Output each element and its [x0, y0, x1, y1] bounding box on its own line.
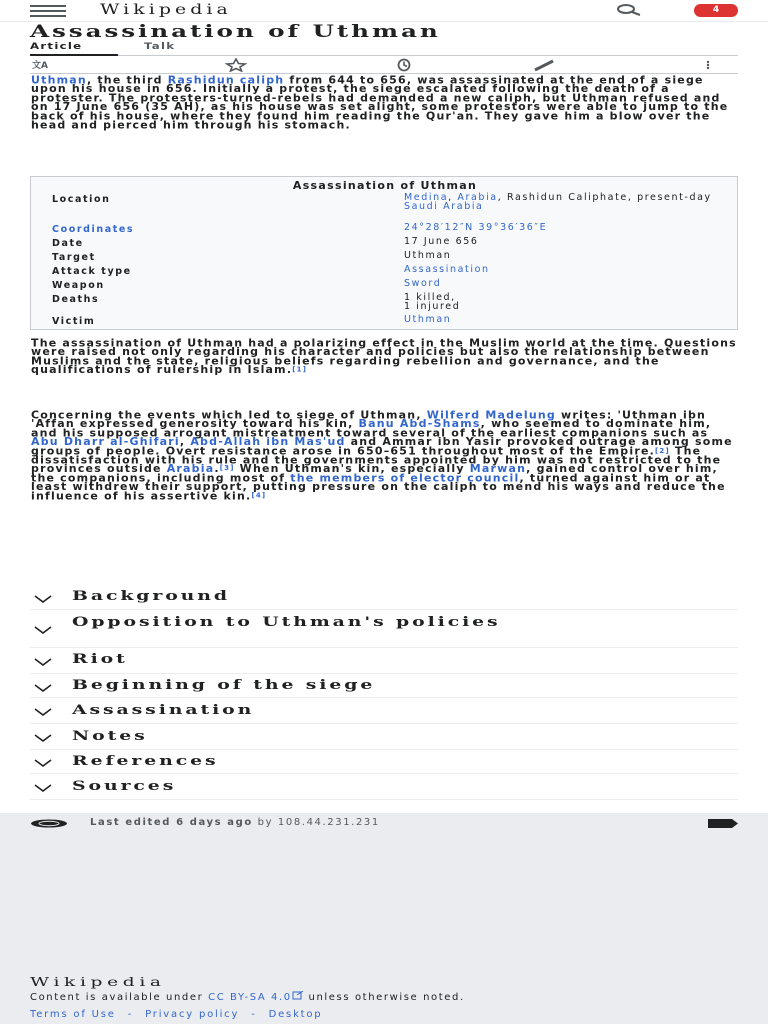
link-banu-abd-shams[interactable]: Banu Abd-Shams: [358, 418, 481, 431]
star-icon[interactable]: [224, 58, 248, 72]
last-edited-bar[interactable]: Last edited 6 days ago by 108.44.231.231: [0, 813, 768, 833]
ref-2[interactable]: [2]: [654, 446, 670, 455]
chevron-down-icon: [34, 684, 52, 692]
chevron-down-icon: [34, 784, 52, 792]
chevron-down-icon: [34, 595, 52, 603]
link-arabia-body[interactable]: Arabia: [166, 462, 215, 476]
last-edited-text: Last edited 6 days ago: [90, 817, 253, 828]
tab-talk[interactable]: Talk: [144, 42, 176, 52]
section-notes[interactable]: [30, 726, 738, 750]
link-abu-dharr[interactable]: Abu Dharr al-Ghifari: [31, 435, 180, 449]
section-title: Opposition to Uthman's policies: [72, 615, 501, 630]
clock-icon: [30, 819, 68, 828]
external-link-icon: [292, 991, 304, 1000]
active-tab-indicator: [30, 54, 118, 56]
paragraph-madelung: Concerning the events which led to siege of Uthman, Wilferd Madelung writes: 'Uthman ibn 'Affan expressed generosity toward his kin, Banu Abd-Shams, who seemed to dominate him, and his supposed arrogant mistreatment toward several of the earliest companions such as Abu Dharr al-Ghifari, Abd-Allah ibn Mas'ud and Ammar ibn Yasir provoked outrage among some groups of people. Overt resistance arose in 650–651 throughout most of the Empire.[2] The dissatisfaction with his rule and the governments appointed by him was not restricted to the provinces outside Arabia.[3] When Uthman's kin, especially Marwan, gained control over him, the companions, including most of the members of elector council, turned against him or at least withdrew their support, putting pressure on the caliph to mend his ways and reduce the influence of his assertive kin.[4]: [31, 409, 733, 502]
svg-text:文A: 文A: [32, 61, 48, 71]
language-icon[interactable]: [30, 58, 54, 72]
coordinates-value[interactable]: 24°28′12″N 39°36′36″E: [404, 222, 548, 233]
link-terms-of-use[interactable]: Terms of Use: [30, 1009, 116, 1020]
link-saudi-arabia[interactable]: Saudi Arabia: [404, 200, 484, 212]
section-background[interactable]: [30, 588, 738, 610]
link-desktop[interactable]: Desktop: [268, 1009, 323, 1020]
notifications-badge[interactable]: 4: [694, 4, 738, 17]
menu-icon[interactable]: [30, 5, 66, 17]
link-uthman[interactable]: Uthman: [31, 74, 87, 87]
section-title: Sources: [72, 779, 177, 794]
link-privacy-policy[interactable]: Privacy policy: [145, 1009, 240, 1020]
section-references[interactable]: [30, 752, 738, 774]
section-riot[interactable]: [30, 650, 738, 674]
link-abd-allah-ibn-masud[interactable]: Abd-Allah ibn Mas'ud: [190, 435, 346, 449]
top-bar: [0, 0, 768, 22]
link-arabia[interactable]: Arabia: [457, 192, 498, 203]
history-icon[interactable]: [392, 58, 416, 72]
infobox: Assassination of Uthman Location Medina, Arabia, Rashidun Caliphate, present-day Saudi Arabia Coordinates 24°28′12″N 39°36′36″E Date 17 June 656 Target Uthman Attack type Assassination Weapon Sword Deaths 1 killed, 1 injured Victim Uthman: [30, 176, 738, 330]
section-title: Notes: [72, 729, 148, 744]
link-cc-by-sa[interactable]: CC BY-SA 4.0: [208, 992, 292, 1003]
link-victim-uthman[interactable]: Uthman: [404, 314, 452, 325]
link-medina[interactable]: Medina: [404, 192, 449, 203]
chevron-down-icon: [34, 734, 52, 742]
link-sword[interactable]: Sword: [404, 278, 442, 289]
link-rashidun-caliph[interactable]: Rashidun caliph: [167, 74, 285, 87]
license-text: Content is available under CC BY-SA 4.0 unless otherwise noted.: [30, 992, 465, 1003]
ref-4[interactable]: [4]: [251, 491, 267, 500]
infobox-title: Assassination of Uthman: [292, 179, 478, 192]
chevron-down-icon: [34, 759, 52, 767]
section-sources[interactable]: [30, 776, 738, 800]
link-marwan[interactable]: Marwan: [469, 462, 527, 476]
link-assassination[interactable]: Assassination: [404, 264, 490, 275]
section-beginning-of-siege[interactable]: [30, 676, 738, 698]
section-title: References: [72, 754, 219, 769]
wikipedia-wordmark[interactable]: Wikipedia: [100, 2, 232, 18]
footer-wordmark: Wikipedia: [30, 975, 166, 989]
search-icon[interactable]: [614, 3, 644, 17]
ref-1[interactable]: [1]: [292, 365, 308, 374]
chevron-down-icon: [34, 658, 52, 666]
ref-3[interactable]: [3]: [219, 464, 235, 473]
section-opposition[interactable]: [30, 612, 738, 648]
coordinates-label[interactable]: Coordinates: [52, 224, 135, 235]
arrow-right-icon[interactable]: [708, 819, 738, 828]
section-title: Beginning of the siege: [72, 678, 376, 693]
link-elector-council[interactable]: the members of elector council: [290, 471, 520, 485]
section-title: Background: [72, 589, 230, 604]
link-wilferd-madelung[interactable]: Wilferd Madelung: [426, 409, 556, 422]
chevron-down-icon: [34, 626, 52, 634]
footer-links: Terms of Use - Privacy policy - Desktop: [30, 1009, 323, 1020]
tabs-divider: [30, 55, 738, 56]
overflow-menu-icon[interactable]: [702, 58, 726, 72]
section-title: Riot: [72, 652, 128, 667]
intro-paragraph: Uthman, the third Rashidun caliph from 644 to 656, was assassinated at the end of a siege upon his house in 656. Initially a protest, the siege escalated following the death of a protester. The protesters-turned-rebels had demanded a new caliph, but Uthman refused and on 17 June 656 (35 AH), as his house was set alight, some protestors were able to jump to the back of his house, where they found him reading the Qur'an. They gave him a blow over the head and pierced him through his stomach.: [31, 74, 729, 132]
last-editor: 108.44.231.231: [277, 817, 380, 828]
paragraph-polarizing: The assassination of Uthman had a polarizing effect in the Muslim world at the time. Questions were raised not only regarding his character and policies but also the relationship between Muslims and the state, religious beliefs regarding rebellion and governance, and the qualifications of rulership in Islam.[1]: [31, 337, 737, 377]
edit-pencil-icon[interactable]: [532, 58, 556, 72]
section-assassination[interactable]: [30, 700, 738, 724]
tab-article[interactable]: Article: [30, 42, 83, 52]
section-title: Assassination: [72, 703, 255, 718]
page-actions-bar: [30, 58, 738, 72]
page-title: Assassination of Uthman: [30, 22, 441, 42]
chevron-down-icon: [34, 708, 52, 716]
